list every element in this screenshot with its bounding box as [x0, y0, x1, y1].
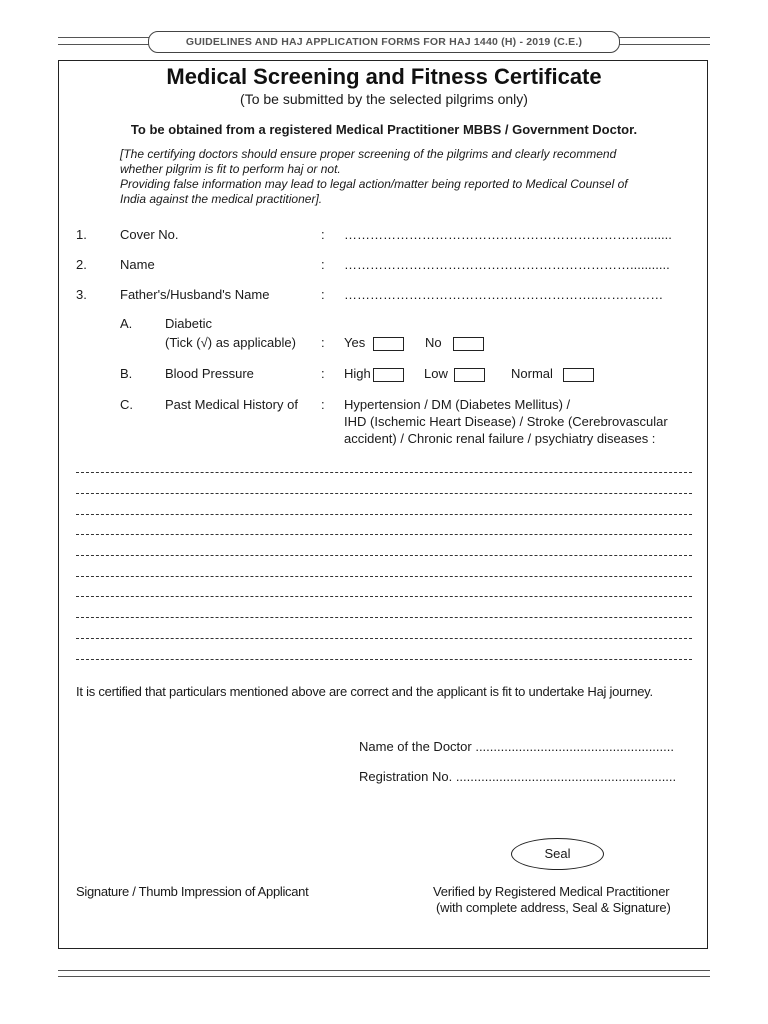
- writing-line[interactable]: [76, 638, 692, 639]
- cover-no-field[interactable]: ……………………………………………………………........: [344, 227, 672, 242]
- writing-line[interactable]: [76, 617, 692, 618]
- name-label: Name: [120, 257, 155, 272]
- past-medical-history-label: Past Medical History of: [165, 397, 298, 412]
- no-checkbox[interactable]: [453, 337, 484, 351]
- diabetic-label: Diabetic: [165, 316, 212, 331]
- writing-line[interactable]: [76, 576, 692, 577]
- footer-rule-top: [58, 970, 710, 971]
- father-husband-name-label: Father's/Husband's Name: [120, 287, 270, 302]
- colon: :: [321, 257, 325, 272]
- no-label: No: [425, 335, 442, 350]
- doctor-name-field[interactable]: Name of the Doctor .......................................................: [359, 739, 674, 754]
- history-line-2: IHD (Ischemic Heart Disease) / Stroke (Cerebrovascular: [344, 414, 668, 429]
- colon: :: [321, 227, 325, 242]
- high-checkbox[interactable]: [373, 368, 404, 382]
- writing-line[interactable]: [76, 514, 692, 515]
- bp-high-option[interactable]: [344, 366, 404, 382]
- diabetic-sublabel: (Tick (√) as applicable): [165, 335, 296, 350]
- high-label: High: [344, 366, 371, 381]
- colon: :: [321, 366, 325, 381]
- note-line-2: whether pilgrim is fit to perform haj or not.: [120, 162, 341, 176]
- low-label: Low: [424, 366, 448, 381]
- registration-no-field[interactable]: Registration No. .............................................................: [359, 769, 677, 784]
- diabetic-yes-option[interactable]: [344, 335, 404, 351]
- applicant-signature-label: Signature / Thumb Impression of Applicant: [76, 884, 309, 899]
- writing-line[interactable]: [76, 493, 692, 494]
- note-line-1: [The certifying doctors should ensure proper screening of the pilgrims and clearly recommend: [120, 147, 617, 161]
- footer-rule-bottom: [58, 976, 710, 977]
- certification-text: It is certified that particulars mentioned above are correct and the applicant is fit to undertake Haj journey.: [76, 684, 653, 699]
- note-line-3: Providing false information may lead to legal action/matter being reported to Medical Counsel of: [120, 177, 628, 191]
- blood-pressure-label: Blood Pressure: [165, 366, 254, 381]
- cover-no-label: Cover No.: [120, 227, 179, 242]
- normal-label: Normal: [511, 366, 553, 381]
- normal-checkbox[interactable]: [563, 368, 594, 382]
- name-field[interactable]: …………………………………………………………...........: [344, 257, 670, 272]
- colon: :: [321, 335, 325, 350]
- history-line-1: Hypertension / DM (Diabetes Mellitus) /: [344, 397, 571, 412]
- bp-normal-option[interactable]: [511, 366, 594, 382]
- header-banner: GUIDELINES AND HAJ APPLICATION FORMS FOR HAJ 1440 (H) - 2019 (C.E.): [148, 31, 620, 53]
- writing-line[interactable]: [76, 596, 692, 597]
- verified-by-line-2: (with complete address, Seal & Signature): [436, 900, 671, 915]
- low-checkbox[interactable]: [454, 368, 485, 382]
- writing-line[interactable]: [76, 472, 692, 473]
- form-subtitle: (To be submitted by the selected pilgrims only): [240, 91, 528, 107]
- writing-line[interactable]: [76, 534, 692, 535]
- note-line-4: India against the medical practitioner].: [120, 192, 323, 206]
- sub-letter: C.: [120, 397, 133, 412]
- father-husband-name-field[interactable]: …………………………………………………..……………: [344, 287, 664, 302]
- yes-checkbox[interactable]: [373, 337, 404, 351]
- bp-low-option[interactable]: [424, 366, 485, 382]
- instruction-text: To be obtained from a registered Medical Practitioner MBBS / Government Doctor.: [130, 122, 638, 137]
- sub-letter: B.: [120, 366, 133, 381]
- colon: :: [321, 287, 325, 302]
- history-line-3: accident) / Chronic renal failure / psychiatry diseases :: [344, 431, 656, 446]
- writing-line[interactable]: [76, 659, 692, 660]
- field-number: 3.: [76, 287, 87, 302]
- form-title: Medical Screening and Fitness Certificate: [166, 64, 602, 89]
- colon: :: [321, 397, 325, 412]
- diabetic-no-option[interactable]: [425, 335, 484, 351]
- yes-label: Yes: [344, 335, 366, 350]
- field-number: 1.: [76, 227, 87, 242]
- writing-line[interactable]: [76, 555, 692, 556]
- sub-letter: A.: [120, 316, 133, 331]
- verified-by-line-1: Verified by Registered Medical Practitioner: [433, 884, 670, 899]
- field-number: 2.: [76, 257, 87, 272]
- seal-stamp-area: Seal: [511, 838, 604, 870]
